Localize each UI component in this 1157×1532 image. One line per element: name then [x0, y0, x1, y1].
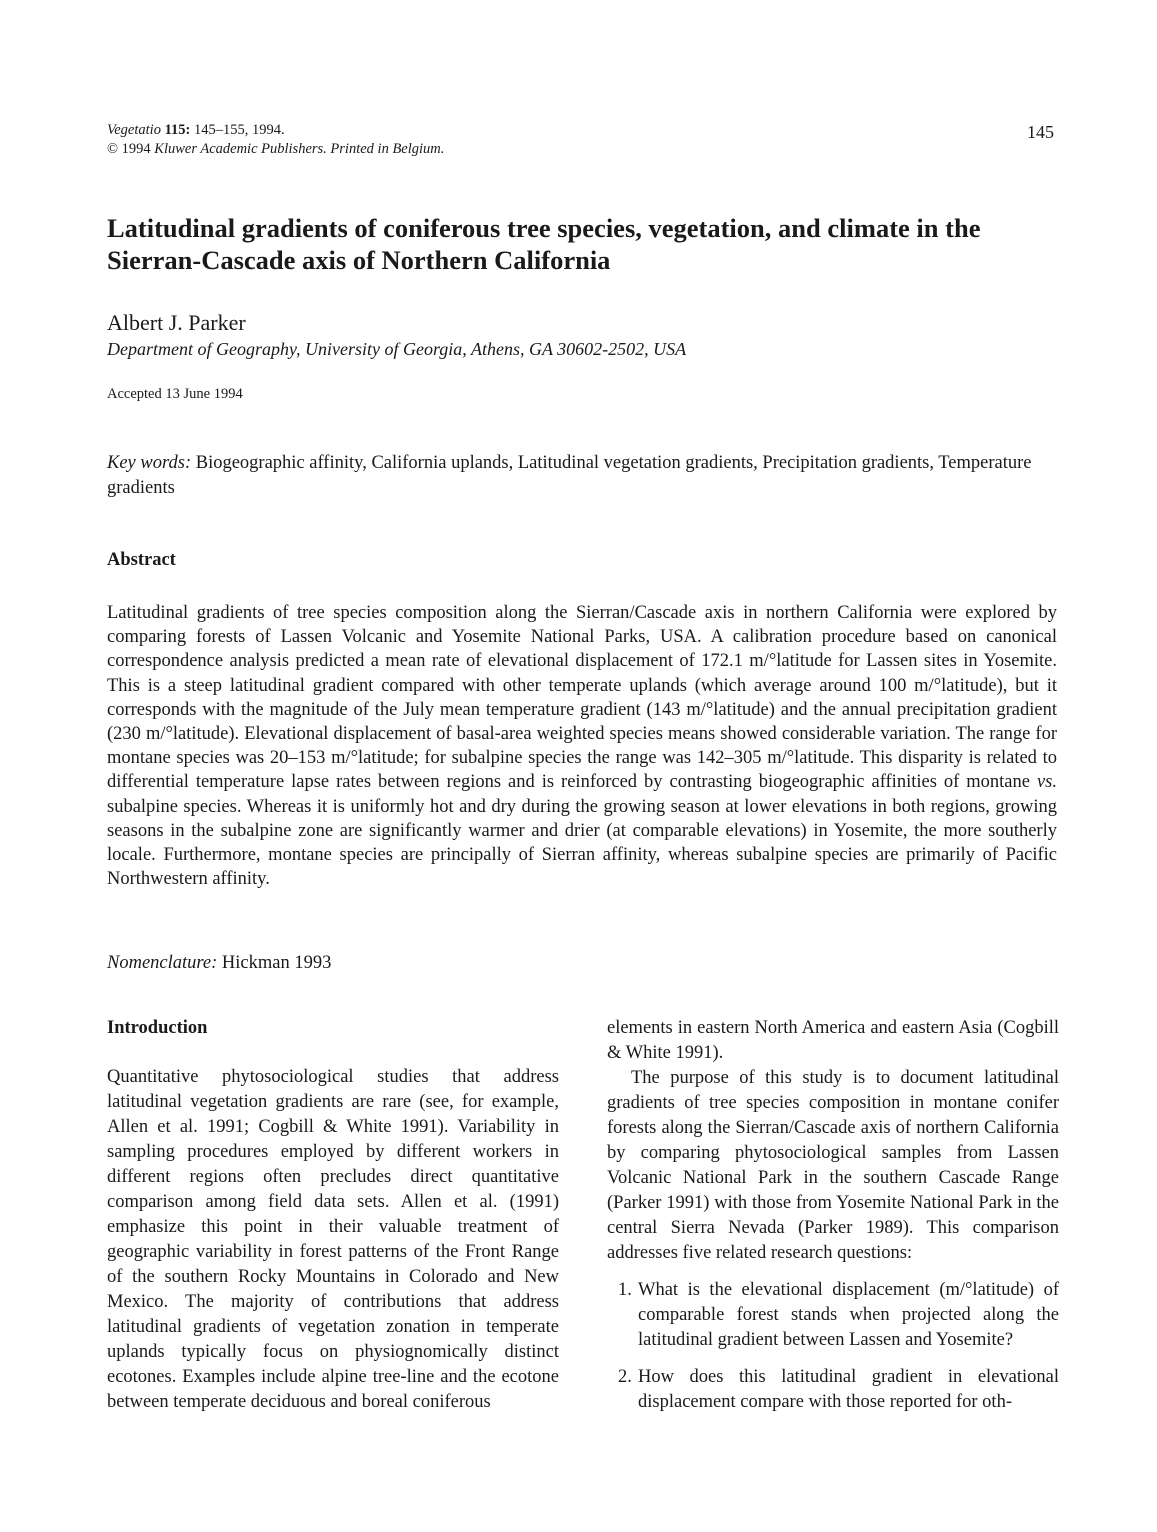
abstract-heading: Abstract	[107, 550, 176, 570]
introduction-paragraph-1-continued: elements in eastern North America and eastern Asia (Cogbill & White 1991).	[607, 1018, 1059, 1063]
publisher: Kluwer Academic Publishers.	[154, 141, 327, 157]
question-text: What is the elevational displacement (m/°latitude) of comparable forest stands when projected along the latitudinal gradient between Lassen and Yosemite?	[638, 1280, 1059, 1350]
list-item	[607, 1365, 1059, 1415]
abstract-body	[107, 601, 1057, 891]
question-number: 1.	[618, 1280, 632, 1300]
keywords-text: Biogeographic affinity, California uplands, Latitudinal vegetation gradients, Precipitation gradients, Temperature gradients	[107, 453, 1032, 498]
printed-location: Printed in Belgium.	[330, 141, 445, 157]
list-item	[607, 1278, 1059, 1353]
author-name: Albert J. Parker	[107, 310, 246, 335]
nomenclature-text: Hickman 1993	[221, 953, 332, 973]
introduction-heading: Introduction	[107, 1018, 208, 1038]
journal-volume: 115:	[164, 122, 191, 138]
copyright-line	[107, 140, 444, 159]
question-number: 2.	[618, 1367, 632, 1387]
left-column	[107, 1016, 559, 1415]
right-column	[607, 1016, 1059, 1427]
keywords	[107, 451, 1057, 501]
copyright-year: 1994	[121, 141, 151, 157]
research-questions-list	[607, 1278, 1059, 1415]
question-text: How does this latitudinal gradient in elevational displacement compare with those reported for oth-	[638, 1367, 1059, 1412]
author-affiliation: Department of Geography, University of Georgia, Athens, GA 30602-2502, USA	[107, 339, 687, 359]
nomenclature-label: Nomenclature:	[107, 953, 218, 973]
journal-pages-year: 145–155, 1994.	[194, 122, 285, 138]
introduction-paragraph-1: Quantitative phytosociological studies that address latitudinal vegetation gradients are rare (see, for example, Allen et al. 1991; Cogbill & White 1991). Variability in sampling procedures employed by different workers in different regions often precludes direct quantitative comparison among field data sets. Allen et al. (1991) emphasize this point in their valuable treatment of geographic variability in forest patterns of the Front Range of the southern Rocky Mountains in Colorado and New Mexico. The majority of contributions that address latitudinal gradients of vegetation zonation in temperate uplands typically focus on physiognomically distinct ecotones. Examples include alpine tree-line and the ecotone between temperate deciduous and boreal coniferous	[107, 1067, 559, 1412]
abstract-text-part2: subalpine species. Whereas it is uniformly hot and dry during the growing season at lower elevations in both regions, growing seasons in the subalpine zone are significantly warmer and drier (at comparable elevations) in Yosemite, the more southerly locale. Furthermore, montane species are principally of Sierran affinity, whereas subalpine species are primarily of Pacific Northwestern affinity.	[107, 796, 1057, 890]
abstract-vs: vs.	[1036, 772, 1057, 793]
copyright-icon: ©	[107, 141, 119, 157]
keywords-label: Key words:	[107, 453, 192, 473]
journal-name: Vegetatio	[107, 122, 161, 138]
running-header	[107, 121, 444, 159]
nomenclature	[107, 953, 331, 974]
accepted-date: Accepted 13 June 1994	[107, 386, 243, 402]
paper-title: Latitudinal gradients of coniferous tree species, vegetation, and climate in the Sierran-Cascade axis of Northern California	[107, 213, 981, 275]
introduction-paragraph-2: The purpose of this study is to document latitudinal gradients of tree species composition in montane conifer forests along the Sierran/Cascade axis of northern California by comparing phytosociological samples from Lassen Volcanic National Park in the southern Cascade Range (Parker 1991) with those from Yosemite National Park in the central Sierra Nevada (Parker 1989). This comparison addresses five related research questions:	[607, 1068, 1059, 1263]
abstract-text-part1: Latitudinal gradients of tree species composition along the Sierran/Cascade axis in northern California were explored by comparing forests of Lassen Volcanic and Yosemite National Parks, USA. A calibration procedure based on canonical correspondence analysis predicted a mean rate of elevational displacement of 172.1 m/°latitude for Lassen sites in Yosemite. This is a steep latitudinal gradient compared with other temperate uplands (which average around 100 m/°latitude), but it corresponds with the magnitude of the July mean temperature gradient (143 m/°latitude) and the annual precipitation gradient (230 m/°latitude). Elevational displacement of basal-area weighted species means showed considerable variation. The range for montane species was 20–153 m/°latitude; for subalpine species the range was 142–305 m/°latitude. This disparity is related to differential temperature lapse rates between regions and is reinforced by contrasting biogeographic affinities of montane	[107, 603, 1057, 793]
citation-line	[107, 121, 444, 140]
page-number: 145	[1027, 122, 1054, 142]
